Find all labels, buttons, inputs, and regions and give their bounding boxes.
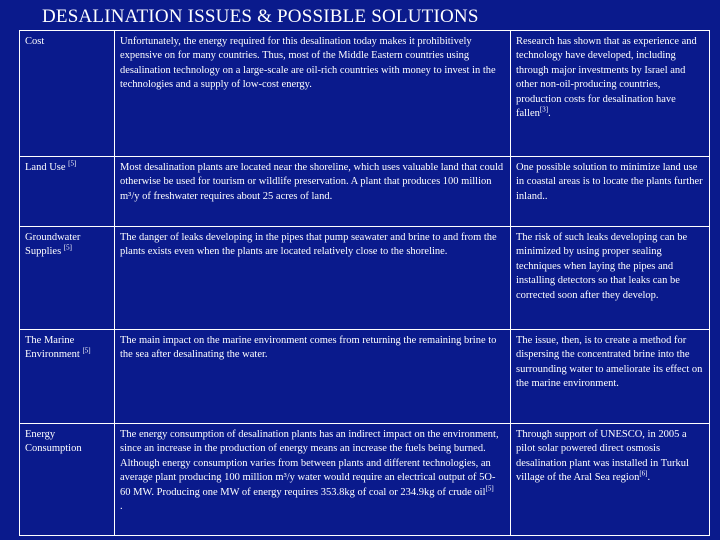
issue-cell [20,31,115,157]
issue-reference: [5] [63,243,72,252]
solution-cell [511,227,710,330]
description-text: The energy consumption of desalination plants has an indirect impact on the environment, since an increase in the production of energy means an increase the fuels being burned. Although energy consumption varies from between plants and different technologies, an average plant producing 100 million m³/y water would require an electrical output of 5O-60 MW. Producing one MW of energy requires 353.8kg of coal or 234.9kg of crude oil [120,429,499,498]
solution-text: Research has shown that as experience and technology have developed, including through major investments by Israel and other non-oil-producing countries, production costs for desalination have fallen [516,36,697,120]
solution-text: Through support of UNESCO, in 2005 a pilot solar powered direct osmosis desalination plant was installed in Turkul village of the Aral Sea region [516,429,689,484]
description-cell [115,227,511,330]
issue-cell [20,157,115,227]
solution-cell [511,157,710,227]
issue-label: Groundwater Supplies [25,232,81,258]
table-row [20,424,710,536]
description-reference: [5] [485,484,494,493]
solution-text: The issue, then, is to create a method for dispersing the concentrated brine into the surrounding water to ameliorate its effect on the marine environment. [516,335,703,390]
slide-title: DESALINATION ISSUES & POSSIBLE SOLUTIONS [42,6,479,27]
issue-label: The Marine Environment [25,335,80,361]
description-cell [115,424,511,536]
description-cell [115,330,511,424]
issue-label: Energy Consumption [25,429,82,455]
issue-reference: [5] [68,159,77,168]
issue-reference: [5] [82,346,91,355]
description-after: . [120,501,123,513]
solution-cell [511,424,710,536]
solution-text: One possible solution to minimize land use in coastal areas is to locate the plants further inland.. [516,162,703,202]
solution-text: The risk of such leaks developing can be minimized by using proper sealing techniques when laying the pipes and installing detectors so that leaks can be corrected soon after they develop. [516,232,688,301]
issue-cell [20,330,115,424]
solution-cell [511,31,710,157]
description-cell [115,31,511,157]
solution-tail: . [647,472,651,484]
solution-cell [511,330,710,424]
issue-cell [20,227,115,330]
table-row [20,31,710,157]
description-text: The main impact on the marine environment comes from returning the remaining brine to the sea after desalinating the water. [120,335,497,361]
table-row [20,157,710,227]
table-row [20,330,710,424]
issue-cell [20,424,115,536]
solution-reference: [3] [539,105,549,114]
solution-reference: [6] [639,469,648,478]
description-text: Most desalination plants are located near the shoreline, which uses valuable land that could otherwise be used for tourism or wildlife preservation. A plant that produces 100 million m³/y of freshwater requires about 25 acres of land. [120,162,504,202]
issue-label: Cost [25,36,45,47]
solution-tail: . [548,108,551,120]
description-cell [115,157,511,227]
table-row [20,227,710,330]
description-text: The danger of leaks developing in the pipes that pump seawater and brine to and from the plants exists even when the plants are located relatively close to the shoreline. [120,232,497,258]
issues-table [19,30,710,536]
issue-label: Land Use [25,162,66,173]
description-text: Unfortunately, the energy required for this desalination today makes it prohibitively expensive on for many countries. Thus, most of the Middle Eastern countries using desalination technology on a large-scale are oil-rich countries with money to invest in the technologies and a supply of low-cost energy. [120,36,496,91]
